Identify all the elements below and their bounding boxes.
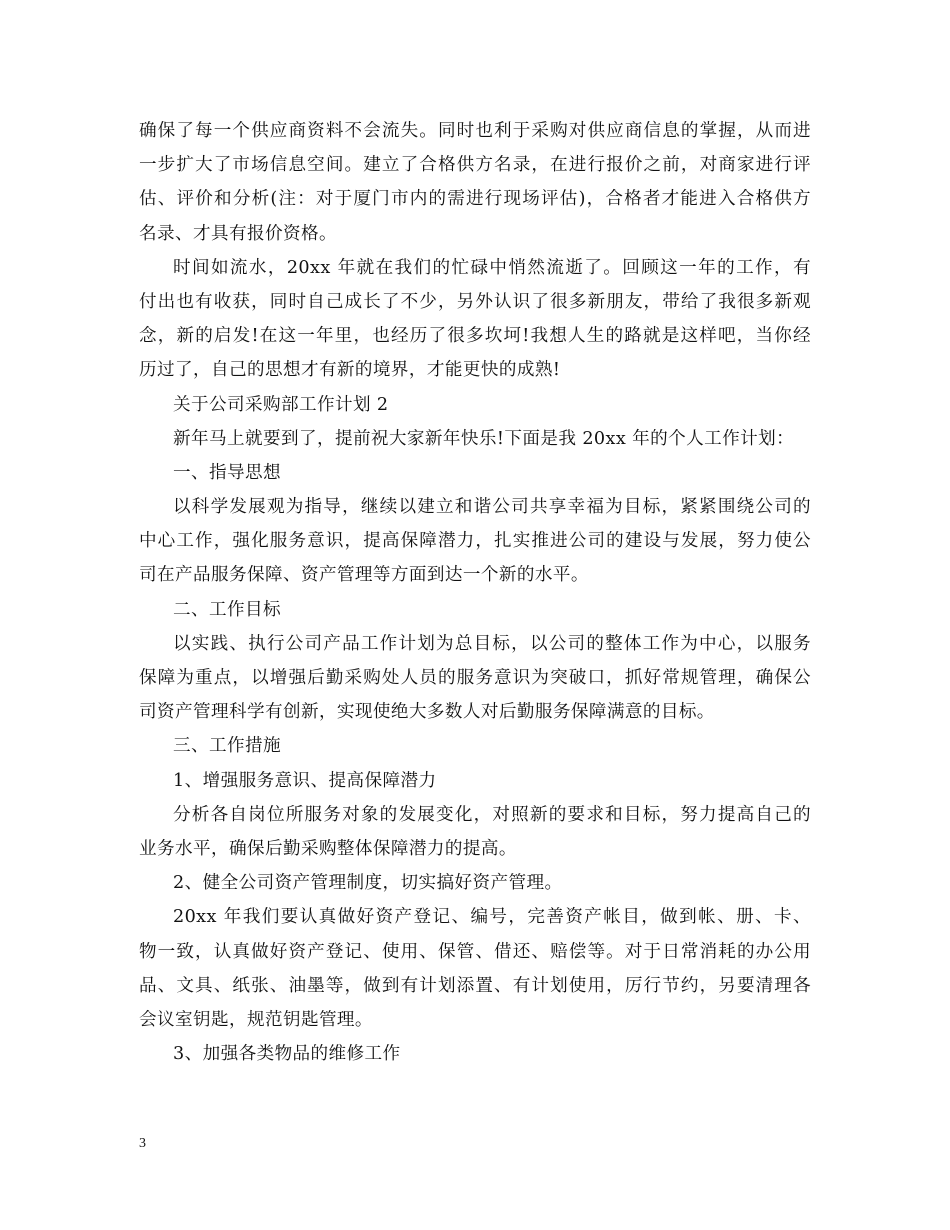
text-line: 估、评价和分析(注：对于厦门市内的需进行现场评估)，合格者才能进入合格供方 bbox=[139, 189, 811, 210]
paragraph-start: 时间如流水，20xx 年就在我们的忙碌中悄然流逝了。回顾这一年的工作，有 bbox=[173, 257, 811, 278]
text-line: 品、文具、纸张、油墨等，做到有计划添置、有计划使用，厉行节约，另要清理各 bbox=[139, 975, 811, 996]
paragraph-start: 新年马上就要到了，提前祝大家新年快乐!下面是我 20xx 年的个人工作计划： bbox=[173, 428, 795, 449]
text-line: 司在产品服务保障、资产管理等方面到达一个新的水平。 bbox=[139, 565, 589, 586]
paragraph-start: 20xx 年我们要认真做好资产登记、编号，完善资产帐目，做到帐、册、卡、 bbox=[173, 907, 811, 928]
section-title: 关于公司采购部工作计划 2 bbox=[173, 394, 389, 415]
document-body bbox=[139, 114, 811, 1071]
text-line: 名录、才具有报价资格。 bbox=[139, 223, 337, 244]
text-line: 历过了，自己的思想才有新的境界，才能更快的成熟! bbox=[139, 360, 561, 381]
text-line: 一步扩大了市场信息空间。建立了合格供方名录，在进行报价之前，对商家进行评 bbox=[139, 155, 811, 176]
paragraph-start: 分析各自岗位所服务对象的发展变化，对照新的要求和目标，努力提高自己的 bbox=[173, 804, 811, 825]
text-line: 中心工作，强化服务意识，提高保障潜力，扎实推进公司的建设与发展，努力使公 bbox=[139, 531, 811, 552]
heading-work-measures: 三、工作措施 bbox=[173, 736, 281, 757]
heading-guiding-thought: 一、指导思想 bbox=[173, 462, 281, 483]
text-line: 确保了每一个供应商资料不会流失。同时也利于采购对供应商信息的掌握，从而进 bbox=[139, 121, 811, 141]
text-line: 念，新的启发!在这一年里，也经历了很多坎坷!我想人生的路就是这样吧，当你经 bbox=[139, 326, 811, 347]
text-line: 物一致，认真做好资产登记、使用、保管、借还、赔偿等。对于日常消耗的办公用 bbox=[139, 941, 811, 962]
text-line: 司资产管理科学有创新，实现使绝大多数人对后勤服务保障满意的目标。 bbox=[139, 702, 715, 723]
text-line: 会议室钥匙，规范钥匙管理。 bbox=[139, 1009, 373, 1030]
paragraph-start: 以科学发展观为指导，继续以建立和谐公司共享幸福为目标，紧紧围绕公司的 bbox=[173, 497, 811, 518]
subheading-1: 1、增强服务意识、提高保障潜力 bbox=[173, 770, 437, 791]
heading-work-goals: 二、工作目标 bbox=[173, 599, 281, 620]
paragraph-start: 以实践、执行公司产品工作计划为总目标，以公司的整体工作为中心，以服务 bbox=[173, 633, 811, 654]
text-line: 保障为重点，以增强后勤采购处人员的服务意识为突破口，抓好常规管理，确保公 bbox=[139, 668, 811, 688]
subheading-3: 3、加强各类物品的维修工作 bbox=[173, 1044, 401, 1065]
text-line: 业务水平，确保后勤采购整体保障潜力的提高。 bbox=[139, 838, 517, 859]
subheading-2: 2、健全公司资产管理制度，切实搞好资产管理。 bbox=[173, 873, 563, 894]
text-line: 付出也有收获，同时自己成长了不少，另外认识了很多新朋友，带给了我很多新观 bbox=[139, 291, 811, 312]
page-number: 3 bbox=[139, 1136, 146, 1151]
